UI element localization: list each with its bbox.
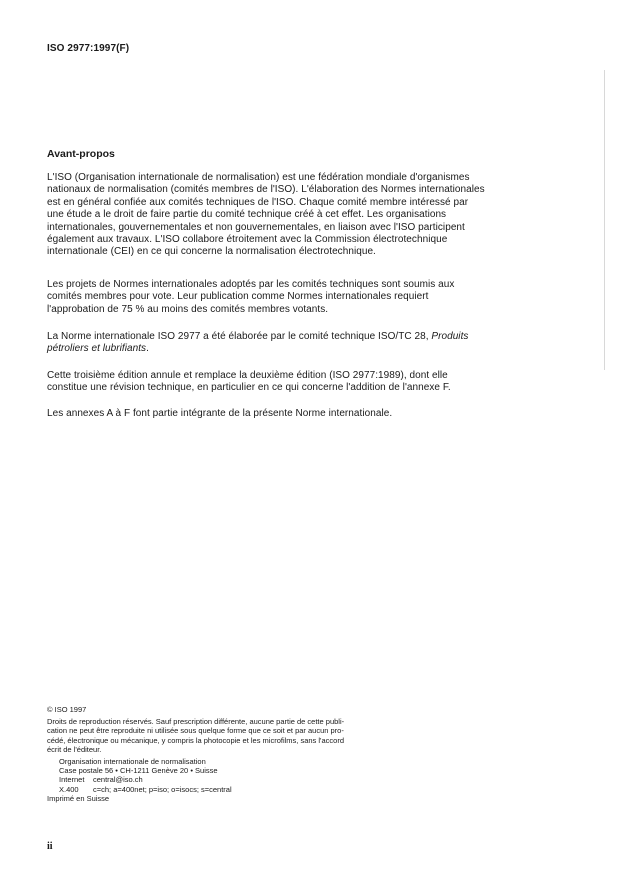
paragraph-line: l'approbation de 75 % au moins des comités membres votants. bbox=[47, 303, 329, 315]
section-title: Avant-propos bbox=[47, 148, 115, 160]
committee-title-italic: pétroliers et lubrifiants bbox=[47, 343, 147, 355]
printed-in: Imprimé en Suisse bbox=[47, 793, 110, 803]
paragraph-line: constitue une révision technique, en particulier en ce qui concerne l'addition de l'annexe F. bbox=[47, 382, 451, 394]
rights-line: cédé, électronique ou mécanique, y compris la photocopie et les microfilms, sans l'accord bbox=[47, 735, 344, 745]
paragraph-line: est en général confiée aux comités techniques de l'ISO. Chaque comité membre intéressé par bbox=[47, 196, 469, 208]
paragraph-line: nationaux de normalisation (comités membres de l'ISO). L'élaboration des Normes internationales bbox=[47, 184, 485, 196]
committee-title-italic: Produits bbox=[431, 331, 469, 342]
x400-label: X.400 bbox=[59, 784, 79, 794]
paragraph-drafts bbox=[47, 279, 587, 316]
rights-line: Droits de reproduction réservés. Sauf prescription différente, aucune partie de cette publi- bbox=[47, 717, 345, 727]
page-number: ii bbox=[47, 841, 53, 852]
document-id-header: ISO 2977:1997(F) bbox=[47, 43, 130, 54]
paragraph-line: une étude a le droit de faire partie du comité technique créé à cet effet. Les organisations bbox=[47, 209, 447, 221]
paragraph-foreword-intro bbox=[47, 172, 587, 259]
paragraph-edition bbox=[47, 370, 587, 395]
rights-line: cation ne peut être reproduite ni utilisée sous quelque forme que ce soit et par aucun pro- bbox=[47, 726, 344, 736]
rights-line: écrit de l'éditeur. bbox=[47, 744, 102, 754]
paragraph-line: Les annexes A à F font partie intégrante de la présente Norme internationale. bbox=[47, 408, 393, 419]
x400-value: c=ch; a=400net; p=iso; o=isocs; s=central bbox=[93, 784, 232, 794]
paragraph-line: internationale (CEI) en ce qui concerne la normalisation électrotechnique. bbox=[47, 246, 376, 258]
paragraph-line bbox=[47, 331, 587, 343]
copyright-notice: © ISO 1997 bbox=[47, 705, 87, 714]
paragraph-line bbox=[47, 343, 587, 355]
paragraph-committee bbox=[47, 331, 587, 356]
committee-text-end: . bbox=[146, 343, 149, 355]
margin-rule bbox=[604, 70, 605, 370]
internet-row bbox=[47, 775, 407, 784]
paragraph-annexes bbox=[47, 408, 587, 420]
internet-label: Internet bbox=[59, 775, 85, 785]
paragraph-line: L'ISO (Organisation internationale de normalisation) est une fédération mondiale d'organismes bbox=[47, 172, 470, 183]
paragraph-line: également aux travaux. L'ISO collabore étroitement avec la Commission électrotechnique bbox=[47, 234, 448, 246]
paragraph-line: Cette troisième édition annule et remplace la deuxième édition (ISO 2977:1989), dont elle bbox=[47, 370, 448, 381]
internet-value: central@iso.ch bbox=[93, 775, 143, 785]
organisation-name: Organisation internationale de normalisation bbox=[59, 757, 206, 767]
copyright-block bbox=[47, 705, 407, 803]
paragraph-line: comités membres pour vote. Leur publication comme Normes internationales requiert bbox=[47, 291, 429, 303]
committee-text: La Norme internationale ISO 2977 a été élaborée par le comité technique ISO/TC 28, bbox=[47, 331, 432, 342]
postal-address: Case postale 56 • CH-1211 Genève 20 • Suisse bbox=[59, 766, 218, 776]
x400-row bbox=[47, 785, 407, 794]
paragraph-line: internationales, gouvernementales et non gouvernementales, en liaison avec l'ISO participent bbox=[47, 221, 465, 233]
paragraph-line: Les projets de Normes internationales adoptés par les comités techniques sont soumis aux bbox=[47, 279, 455, 290]
